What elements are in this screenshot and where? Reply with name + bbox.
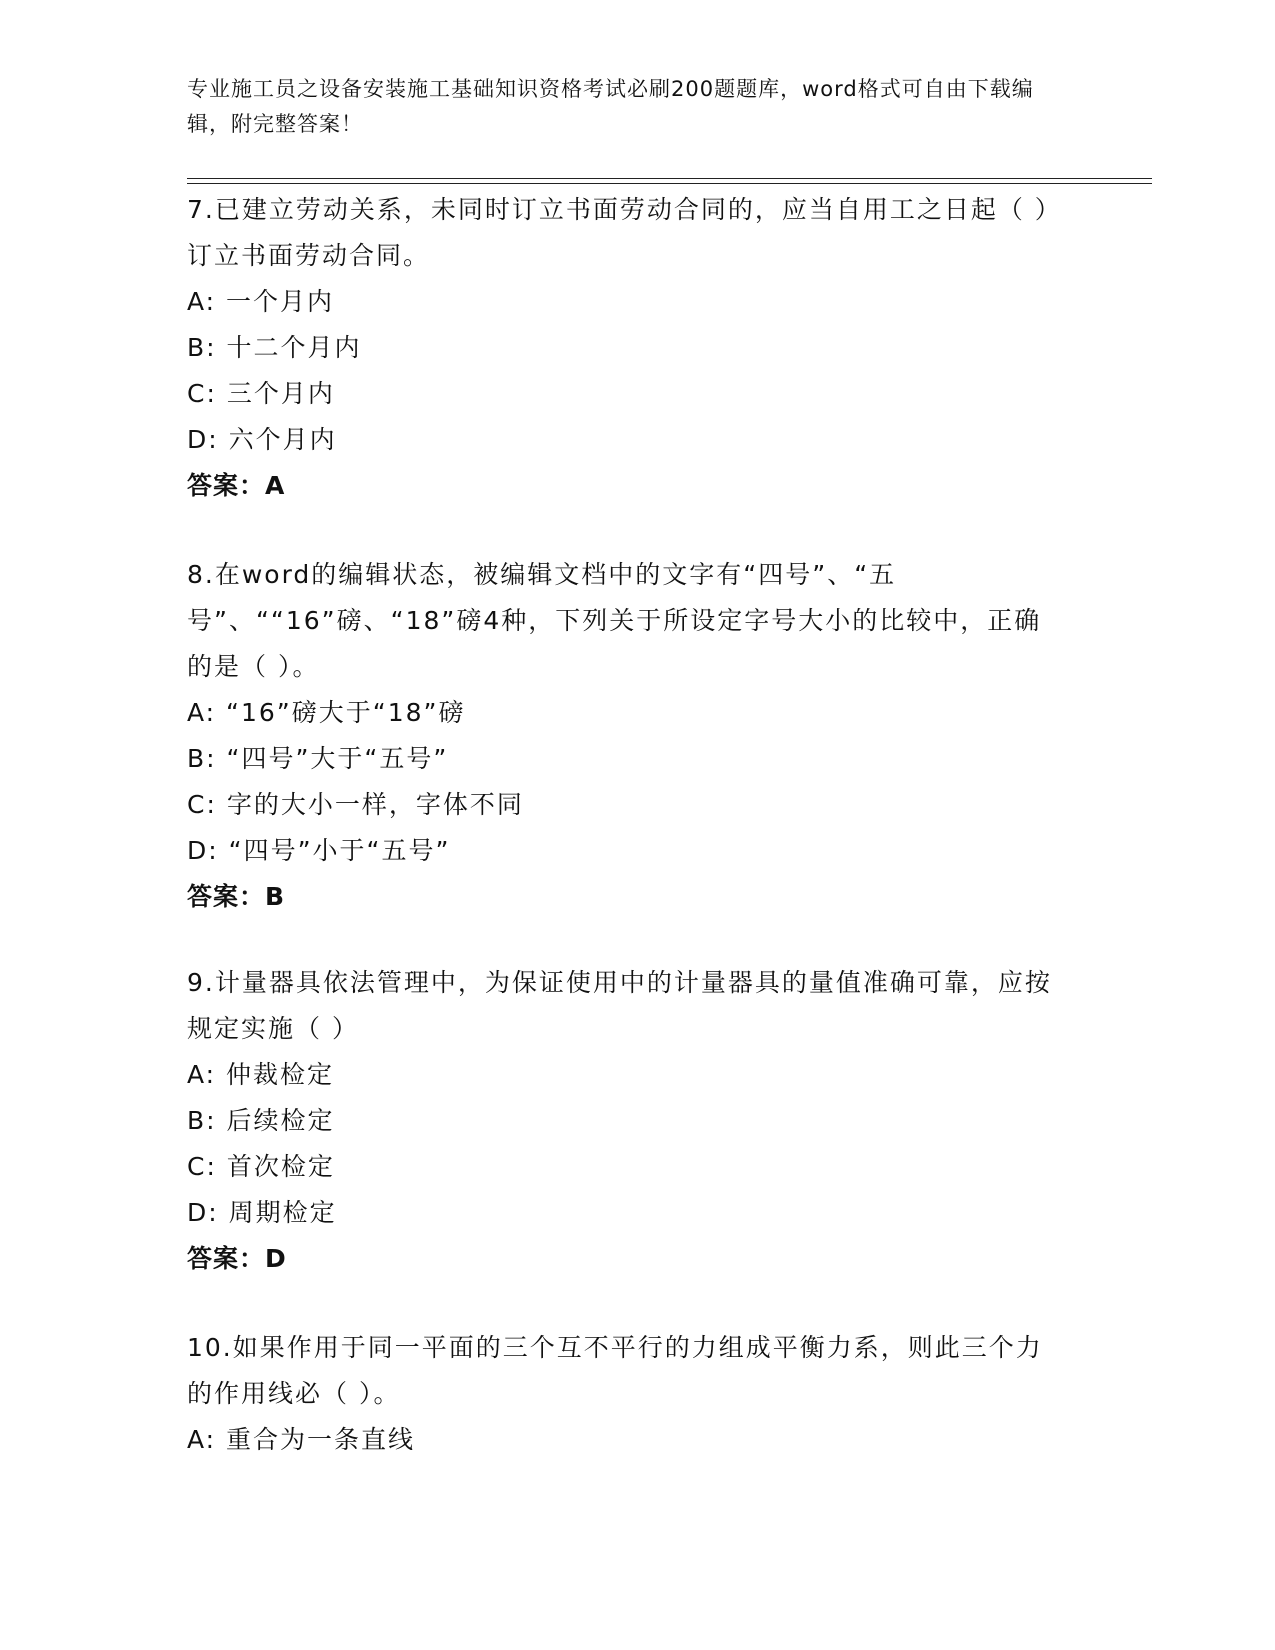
option-d: D: “四号”小于“五号” bbox=[187, 836, 451, 865]
option-c: C: 首次检定 bbox=[187, 1152, 335, 1181]
option-b: B: 十二个月内 bbox=[187, 333, 362, 362]
answer-line: 答案：B bbox=[187, 882, 286, 911]
question-10 bbox=[187, 1325, 1067, 1463]
question-stem: 10.如果作用于同一平面的三个互不平行的力组成平衡力系，则此三个力的作用线必（ ）。 bbox=[187, 1333, 1043, 1408]
option-b: B: 后续检定 bbox=[187, 1106, 335, 1135]
option-a: A: “16”磅大于“18”磅 bbox=[187, 698, 466, 727]
answer-line: 答案：D bbox=[187, 1244, 287, 1273]
question-stem: 8.在word的编辑状态，被编辑文档中的文字有“四号”、“五号”、““16”磅、“18”磅4种，下列关于所设定字号大小的比较中，正确的是（ ）。 bbox=[187, 560, 1042, 681]
question-8 bbox=[187, 552, 1067, 920]
header-divider-top bbox=[187, 178, 1152, 179]
option-c: C: 字的大小一样，字体不同 bbox=[187, 790, 524, 819]
option-a: A: 一个月内 bbox=[187, 287, 335, 316]
document-header: 专业施工员之设备安装施工基础知识资格考试必刷200题题库，word格式可自由下载编辑，附完整答案！ bbox=[187, 77, 1034, 136]
option-d: D: 六个月内 bbox=[187, 425, 337, 454]
question-stem: 9.计量器具依法管理中，为保证使用中的计量器具的量值准确可靠，应按规定实施（ ） bbox=[187, 968, 1052, 1043]
question-9 bbox=[187, 960, 1067, 1282]
question-stem: 7.已建立劳动关系，未同时订立书面劳动合同的，应当自用工之日起（ ）订立书面劳动合同。 bbox=[187, 195, 1062, 270]
option-d: D: 周期检定 bbox=[187, 1198, 337, 1227]
answer-line: 答案：A bbox=[187, 471, 286, 500]
question-7 bbox=[187, 187, 1067, 509]
option-a: A: 重合为一条直线 bbox=[187, 1425, 416, 1454]
option-c: C: 三个月内 bbox=[187, 379, 335, 408]
option-a: A: 仲裁检定 bbox=[187, 1060, 335, 1089]
header-divider-bottom bbox=[187, 183, 1152, 184]
option-b: B: “四号”大于“五号” bbox=[187, 744, 449, 773]
